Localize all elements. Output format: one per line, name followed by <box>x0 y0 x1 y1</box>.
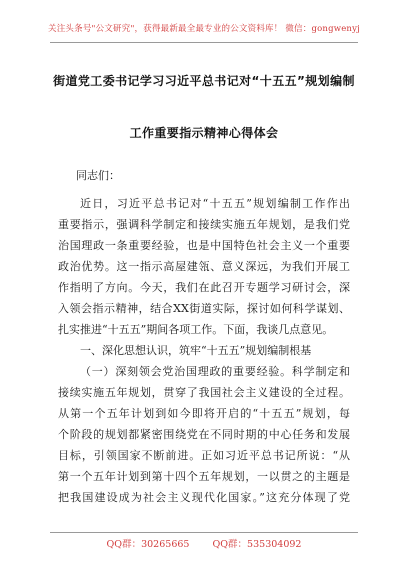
body-line: 扎实推进“十五五”期间各项工作。下面，我谈几点意见。 <box>58 323 334 336</box>
body-line: 近日，习近平总书记对“十五五”规划编制工作作出 <box>80 197 350 210</box>
body-line: （一）深刻领会党治国理政的重要经验。科学制定和 <box>80 365 350 378</box>
body-line: 从第一个五年计划到如今即将开启的“十五五”规划，每 <box>58 407 350 420</box>
footer-note <box>0 536 408 550</box>
body-line: 把我国建设成为社会主义现代化国家。”这充分体现了党 <box>58 491 350 504</box>
body-line: 治国理政一条重要经验，也是中国特色社会主义一个重要 <box>58 239 350 252</box>
body-line: 个阶段的规划都紧密围绕党在不同时期的中心任务和发展 <box>58 428 350 441</box>
footer-qq-group-2: QQ群：535304092 <box>212 539 302 550</box>
footer-qq-group-1: QQ群：30265665 <box>106 539 190 550</box>
section-heading: 一、深化思想认识，筑牢“十五五”规划编制根基 <box>80 344 312 357</box>
body-line: 重要指示，强调科学制定和接续实施五年规划，是我们党 <box>58 218 350 231</box>
body-text <box>58 193 350 508</box>
body-line: 接续实施五年规划，贯穿了我国社会主义建设的全过程。 <box>58 386 350 399</box>
header-note: 关注头条号"公文研究"，获得最新最全最专业的公文资料库！ 微信：gongwenyj <box>48 24 360 34</box>
footer-divider <box>50 532 358 533</box>
salutation: 同志们： <box>76 169 120 182</box>
header-divider <box>50 42 358 43</box>
body-line: 作指明了方向。今天，我们在此召开专题学习研讨会，深 <box>58 281 350 294</box>
document-title-line-2: 工作重要指示精神心得体会 <box>129 126 279 140</box>
body-line: 第一个五年计划到第十四个五年规划，一以贯之的主题是 <box>58 470 350 483</box>
document-title-line-1: 街道党工委书记学习习近平总书记对“十五五”规划编制 <box>53 74 355 88</box>
body-line: 政治优势。这一指示高屋建瓴、意义深远，为我们开展工 <box>58 260 350 273</box>
body-line: 入领会指示精神，结合XX街道实际，探讨如何科学谋划、 <box>58 302 350 315</box>
body-line: 目标，引领国家不断前进。正如习近平总书记所说：“从 <box>58 449 350 462</box>
